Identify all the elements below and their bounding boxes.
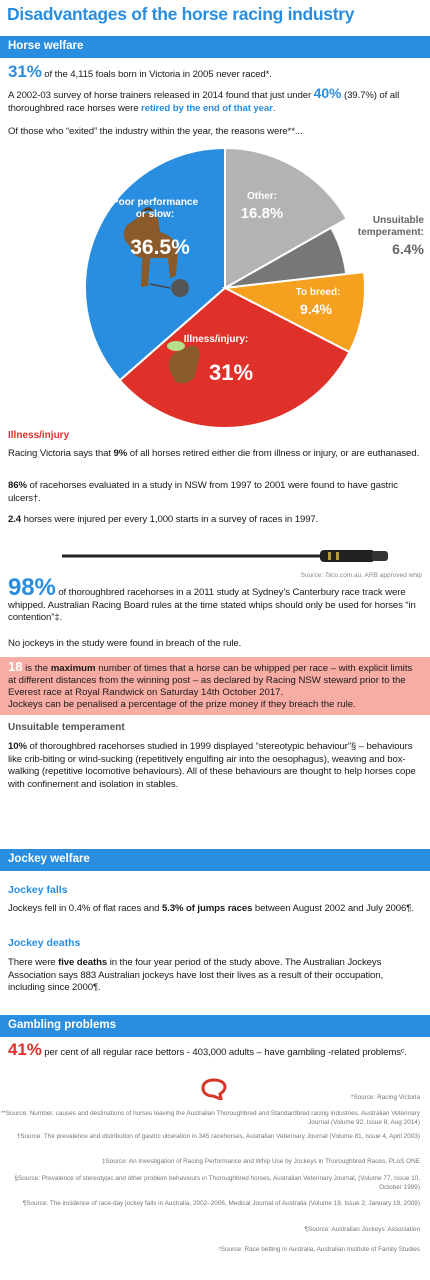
- page-title: Disadvantages of the horse racing industry: [7, 4, 355, 24]
- section-header-gambling: Gambling problems: [0, 1015, 430, 1037]
- section-header-horse-welfare: Horse welfare: [0, 36, 430, 58]
- source-2: **Source: Number, causes and destinations of horses leaving the Australian Thoroughbred and Standardbred racing industries, Australian Veterinary Journal (Volume 92, Issue 8, Aug 2014): [0, 1110, 420, 1126]
- exit-reasons-pie-chart: [0, 146, 430, 430]
- source-4: ‡Source: An Investigation of Racing Performance and Whip Use by Jockeys in Thoroughbred Races, PLoS ONE: [101, 1158, 420, 1165]
- illness-heading: Illness/injury: [8, 430, 70, 441]
- retired-stat: [8, 87, 422, 115]
- whipping-note: No jockeys in the study were found in breach of the rule.: [8, 638, 242, 649]
- falls-b: 5.3% of jumps races: [161, 903, 253, 914]
- whip-limit-box: [0, 657, 430, 715]
- value-poor: 36.5%: [130, 236, 190, 259]
- value-unsuitable: 6.4%: [392, 241, 424, 257]
- illness-stat-3: [8, 514, 422, 527]
- whip-limit-b: maximum: [50, 663, 96, 674]
- unsuitable-a: 10%: [8, 741, 27, 752]
- label-other: Other:: [247, 191, 277, 202]
- retired-highlight: retired by the end of that year: [141, 102, 273, 114]
- label-poor-line1: Poor performance: [111, 197, 199, 208]
- deaths-b: five deaths: [58, 957, 108, 968]
- whip-source: Source: 7lico.com.au, ARB approved whip: [300, 572, 422, 579]
- value-breed: 9.4%: [300, 301, 332, 317]
- whipping-percent: 98%: [8, 574, 56, 601]
- jockey-deaths-heading: Jockey deaths: [8, 937, 81, 949]
- illness-2a: 86%: [8, 480, 27, 491]
- source-5: §Source: Prevalence of stereotypic and other problem behaviours in Thoroughbred horses, Australian Veterinary Journal, (Volume 77, Issue 10, October 1999): [14, 1175, 420, 1191]
- deaths-c: in the four year period of the study above. The Australian Jockeys Association says 883 Australian jockeys have lost their lives as a result of their occupation, including since 2000¶.: [8, 957, 384, 993]
- gambling-text: per cent of all regular race bettors - 403,000 adults – have gambling -related problemsᶜ.: [41, 1047, 407, 1058]
- whip-image: [60, 545, 390, 567]
- whip-limit-penalty: Jockeys can be penalised a percentage of the prize money if they breach the rule.: [8, 699, 356, 710]
- whip-limit-c: number of times that a horse can be whipped per race – with explicit limits at different distances from the winning post – as declared by Racing NSW steward prior to the Everest race at Royal Randwick on Saturday 14th October 2017.: [8, 663, 413, 698]
- whip-limit-number: 18: [8, 659, 23, 674]
- foals-stat: [8, 62, 422, 82]
- label-unsuitable-line1: Unsuitable: [372, 215, 424, 226]
- label-unsuitable-line2: temperament:: [357, 227, 424, 238]
- source-8: ᶜSource: Race betting in Australia, Australian Institute of Family Studies: [218, 1246, 420, 1253]
- illness-1a: Racing Victoria says that: [8, 448, 114, 459]
- label-breed: To breed:: [295, 287, 341, 298]
- illness-stat-2: [8, 480, 422, 505]
- illness-3b: horses were injured per every 1,000 starts in a survey of races in 1997.: [21, 514, 319, 525]
- illness-2b: of racehorses evaluated in a study in NSW from 1997 to 2001 were found to have gastric ulcers†.: [8, 480, 398, 504]
- source-3: †Source: The prevalence and distribution of gastric ulceration in 345 racehorses, Australian Veterinary Journal (Volume 81, Issue 4, April 2003): [16, 1133, 420, 1140]
- retired-text-a: A 2002-03 survey of horse trainers released in 2014 found that just under: [8, 90, 314, 101]
- unsuitable-b: of thoroughbred racehorses studied in 1999 displayed “stereotypic behaviour”§ – behaviours like crib-biting or wind-sucking (repetitively engulfing air into the oesophagus), weaving and box-walking (repetitive locomotive behaviours). All of these behaviours are thought to help horses cope with confinement and isolation in stables.: [8, 741, 416, 790]
- illness-stat-1: [8, 448, 422, 461]
- source-6: ¶Source: The incidence of race-day jockey falls in Australia, 2002–2006, Medical Journal of Australia (Volume 19, Issue 2, January 19, 2009): [22, 1200, 420, 1207]
- retired-text-c: .: [272, 102, 276, 114]
- foals-percent: 31%: [8, 62, 42, 81]
- gambling-stat: [8, 1040, 422, 1060]
- illness-1b: 9%: [113, 448, 128, 459]
- foals-text: of the 4,115 foals born in Victoria in 2005 never raced*.: [41, 69, 272, 80]
- exit-reasons-intro: Of those who “exited” the industry within the year, the reasons were**...: [8, 126, 303, 137]
- jockey-falls-stat: [8, 903, 422, 916]
- retired-text-b: (39.7%) of all thoroughbred race horses were: [8, 90, 400, 114]
- label-illness: Illness/injury:: [183, 334, 249, 345]
- value-other: 16.8%: [240, 205, 284, 222]
- whipping-text: of thoroughbred racehorses in a 2011 study at Sydney’s Canterbury race track were whipped. Australian Racing Board rules at the time stated whips should only be used for horses “in contention”‡.: [8, 587, 416, 623]
- whip-limit-a: is the: [22, 663, 51, 674]
- value-illness: 31%: [208, 360, 254, 385]
- deaths-a: There were: [8, 957, 59, 968]
- unsuitable-heading: Unsuitable temperament: [8, 722, 125, 733]
- jockey-deaths-stat: [8, 957, 422, 995]
- section-header-jockey-welfare: Jockey welfare: [0, 849, 430, 871]
- unsuitable-stat: [8, 741, 422, 791]
- source-1: *Source: Racing Victoria: [350, 1094, 420, 1101]
- falls-c: between August 2002 and July 2006¶.: [252, 903, 414, 914]
- illness-1c: of all horses retired either die from illness or injury, or are euthanased.: [127, 448, 420, 459]
- jockey-falls-heading: Jockey falls: [8, 884, 68, 896]
- label-poor-line2: or slow:: [135, 209, 175, 220]
- falls-a: Jockeys fell in 0.4% of flat races and: [8, 903, 162, 914]
- illness-3a: 2.4: [8, 514, 22, 525]
- source-7: ¶Source: Australian Jockeys' Association: [304, 1226, 420, 1233]
- retired-percent: 40%: [313, 85, 342, 101]
- gambling-percent: 41%: [8, 1040, 42, 1059]
